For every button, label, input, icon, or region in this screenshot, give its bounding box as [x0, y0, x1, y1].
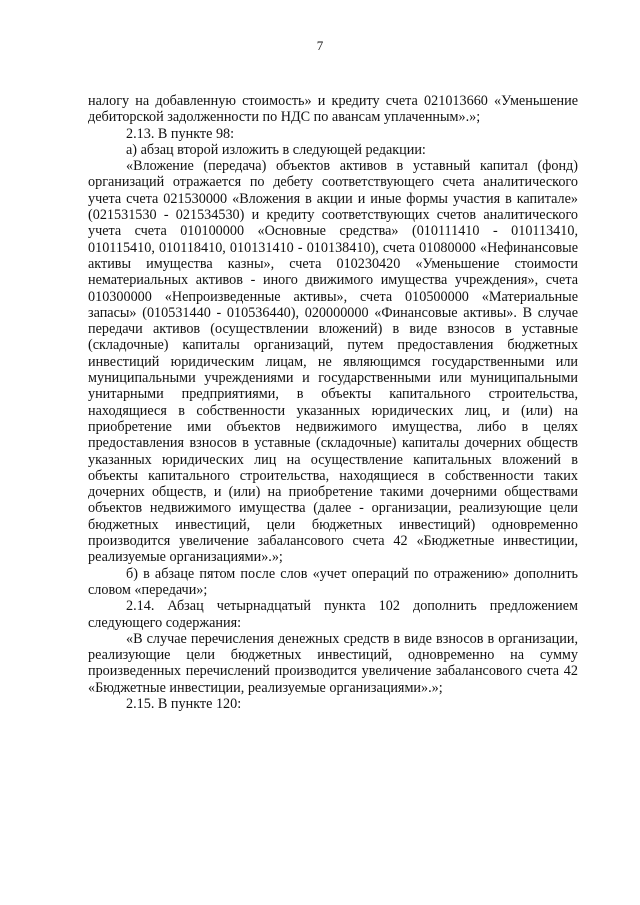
- paragraph: 2.13. В пункте 98:: [126, 125, 235, 142]
- paragraph: налогу на добавленную стоимость» и кредиту счета 021013660 «Уменьшение дебиторской задолженности по НДС по авансам уплаченным».»;: [88, 93, 578, 126]
- paragraph: а) абзац второй изложить в следующей редакции:: [126, 141, 426, 158]
- paragraph: 2.14. Абзац четырнадцатый пункта 102 дополнить предложением следующего содержания:: [88, 598, 578, 631]
- paragraph: «Вложение (передача) объектов активов в уставный капитал (фонд) организаций отражается по дебету соответствующего счета аналитического учета счета 021530000 «Вложения в акции и иные формы участия в капитале» (021531530 - 021534530) и кредиту соответствующих счетов аналитического учета счета 010100000 «Основные средства» (010111410 - 010113410, 010115410, 010118410, 010131410 - 010138410), счета 01080000 «Нефинансовые активы имущества казны», счета 010230420 «Уменьшение стоимости нематериальных активов - иного движимого имущества учреждения», счета 010300000 «Непроизведенные активы», счета 010500000 «Материальные запасы» (010531440 - 010536440), 020000000 «Финансовые активы». В случае передачи активов (осуществлении вложений) в виде взносов в уставные (складочные) капиталы организаций, путем предоставления бюджетных инвестиций юридическим лицам, не являющимся государственными или муниципальными учреждениями и государственными или муниципальными унитарными предприятиями, в объекты капитального строительства, находящиеся в собственности указанных юридических лиц, и (или) на приобретение ими объектов недвижимого имущества, либо в целях предоставления взносов в уставные (складочные) капиталы дочерних обществ указанных юридических лиц на осуществление капитальных вложений в объекты капитального строительства, находящиеся в собственности таких дочерних обществ, и (или) на приобретение такими дочерними обществами объектов недвижимого имущества (далее - организации, реализующие цели бюджетных инвестиций, цели бюджетных инвестиций) одновременно производится увеличение забалансового счета 42 «Бюджетные инвестиции, реализуемые организациями».»;: [88, 158, 578, 566]
- document-body: [88, 93, 578, 712]
- paragraph: «В случае перечисления денежных средств в виде взносов в организации, реализующие цели бюджетных инвестиций, одновременно на сумму произведенных перечислений производится увеличение забалансового счета 42 «Бюджетные инвестиции, реализуемые организациями».»;: [88, 630, 578, 696]
- paragraph: 2.15. В пункте 120:: [126, 695, 242, 712]
- paragraph: б) в абзаце пятом после слов «учет операций по отражению» дополнить словом «передачи»;: [88, 565, 578, 598]
- page-number: 7: [316, 38, 324, 53]
